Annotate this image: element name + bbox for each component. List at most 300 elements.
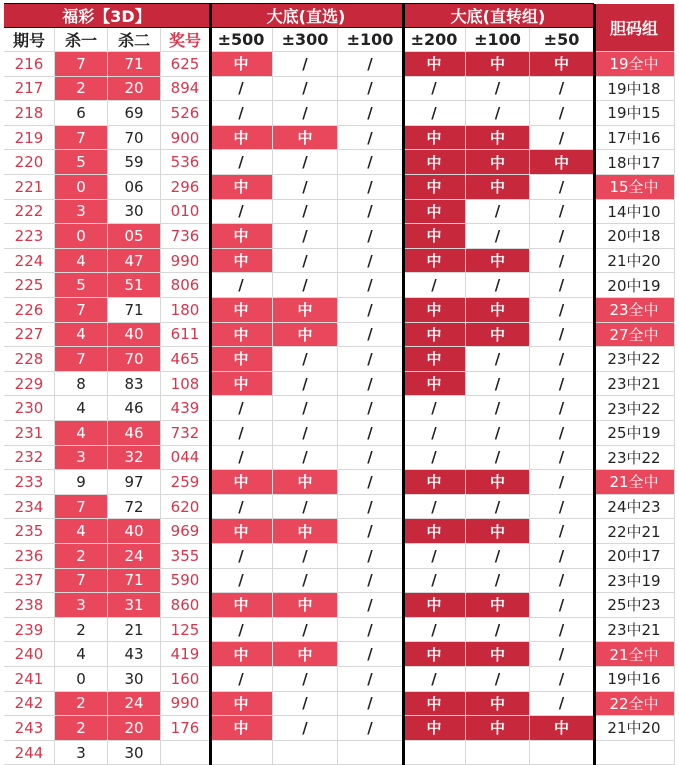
zhixuan-cell: / [210,667,273,692]
issue-cell: 216 [4,52,55,77]
zhixuan-cell: / [273,495,338,520]
sha1-cell: 4 [55,249,108,274]
zhixuan-cell: 中 [273,519,338,544]
zhixuan-cell: / [338,396,403,421]
sha2-cell: 72 [108,495,161,520]
zhixuan-cell: 中 [210,593,273,618]
zhixuan-cell: / [338,52,403,77]
zhixuan-cell: / [210,396,273,421]
danma-cell: 14中10 [594,200,675,225]
issue-cell: 227 [4,323,55,348]
zhixuan-cell: / [338,446,403,471]
sha2-cell: 70 [108,347,161,372]
danma-cell: 22全中 [594,692,675,717]
prize-cell: 044 [161,446,210,471]
zhixuan-cell: / [210,446,273,471]
prize-cell: 439 [161,396,210,421]
zhixuan-cell: / [338,642,403,667]
issue-cell: 220 [4,150,55,175]
sha1-cell: 7 [55,126,108,151]
sha1-cell: 5 [55,150,108,175]
zhuanzu-cell: / [530,544,594,569]
issue-cell: 240 [4,642,55,667]
sha2-cell: 30 [108,200,161,225]
header-rule [4,3,594,4]
sha1-cell: 2 [55,77,108,102]
column-header-d300: ±300 [273,28,338,52]
zhuanzu-cell: 中 [466,692,530,717]
sha1-cell: 7 [55,347,108,372]
sha2-cell: 24 [108,692,161,717]
zhixuan-cell: / [273,52,338,77]
zhixuan-cell: 中 [210,470,273,495]
sha1-cell: 6 [55,101,108,126]
zhuanzu-cell: / [466,200,530,225]
column-header-sha1: 杀一 [55,28,108,52]
zhixuan-cell: 中 [210,692,273,717]
zhixuan-cell: / [338,618,403,643]
sha1-cell: 3 [55,446,108,471]
column-header-issue: 期号 [4,28,55,52]
zhixuan-cell: / [338,298,403,323]
zhixuan-cell: 中 [210,249,273,274]
prize-cell: 419 [161,642,210,667]
zhuanzu-cell: / [466,667,530,692]
prize-cell: 732 [161,421,210,446]
zhixuan-cell: / [338,593,403,618]
zhuanzu-cell: 中 [403,519,466,544]
prize-cell: 526 [161,101,210,126]
sha1-cell: 9 [55,470,108,495]
issue-cell: 232 [4,446,55,471]
sha2-cell: 24 [108,544,161,569]
danma-cell: 23中22 [594,446,675,471]
zhixuan-cell: / [338,224,403,249]
sha1-cell: 5 [55,273,108,298]
zhuanzu-cell: / [530,175,594,200]
issue-cell: 238 [4,593,55,618]
prize-cell: 894 [161,77,210,102]
zhixuan-cell: / [273,446,338,471]
zhuanzu-cell: / [466,396,530,421]
prize-cell: 125 [161,618,210,643]
zhuanzu-cell: 中 [466,298,530,323]
zhixuan-cell: / [338,175,403,200]
zhuanzu-cell: 中 [530,150,594,175]
zhuanzu-cell: / [403,101,466,126]
danma-cell: 19全中 [594,52,675,77]
sha2-cell: 46 [108,396,161,421]
prize-cell: 259 [161,470,210,495]
zhuanzu-cell: 中 [466,716,530,741]
section-divider [402,4,405,765]
zhuanzu-cell: 中 [466,642,530,667]
zhuanzu-cell: / [530,323,594,348]
zhixuan-cell: 中 [273,593,338,618]
zhixuan-cell: / [273,175,338,200]
sha1-cell: 0 [55,224,108,249]
zhuanzu-cell: / [403,495,466,520]
zhixuan-cell: / [338,716,403,741]
sha1-cell: 7 [55,495,108,520]
sha2-cell: 71 [108,298,161,323]
zhuanzu-cell: / [530,200,594,225]
sha2-cell: 43 [108,642,161,667]
prize-cell: 900 [161,126,210,151]
column-header-g200: ±200 [403,28,466,52]
sha2-cell: 40 [108,323,161,348]
sha2-cell: 51 [108,273,161,298]
sha2-cell: 20 [108,77,161,102]
danma-cell: 19中16 [594,667,675,692]
header-rule [4,27,594,28]
issue-cell: 225 [4,273,55,298]
prize-cell: 590 [161,569,210,594]
zhuanzu-cell: 中 [466,519,530,544]
prize-cell: 160 [161,667,210,692]
zhixuan-cell: / [338,77,403,102]
zhixuan-cell: / [210,618,273,643]
zhuanzu-cell: / [466,569,530,594]
zhixuan-cell: 中 [210,298,273,323]
issue-cell: 229 [4,372,55,397]
zhuanzu-cell: / [466,495,530,520]
zhixuan-cell: / [338,495,403,520]
zhixuan-cell: / [338,347,403,372]
zhixuan-cell: / [273,716,338,741]
sha1-cell: 7 [55,52,108,77]
danma-cell: 24中23 [594,495,675,520]
zhuanzu-cell: / [403,273,466,298]
zhuanzu-cell: / [530,642,594,667]
prize-cell: 969 [161,519,210,544]
sha2-cell: 70 [108,126,161,151]
sha1-cell: 4 [55,323,108,348]
zhixuan-cell: / [338,200,403,225]
issue-cell: 231 [4,421,55,446]
issue-cell: 230 [4,396,55,421]
zhixuan-cell: 中 [273,642,338,667]
zhuanzu-cell: / [530,298,594,323]
danma-cell: 23全中 [594,298,675,323]
zhixuan-cell: / [338,249,403,274]
prize-cell: 990 [161,692,210,717]
zhuanzu-cell: / [466,618,530,643]
danma-cell: 19中15 [594,101,675,126]
zhixuan-cell: / [338,692,403,717]
danma-cell: 18中17 [594,150,675,175]
zhuanzu-cell: 中 [466,126,530,151]
sha1-cell: 3 [55,593,108,618]
issue-cell: 221 [4,175,55,200]
danma-cell: 25中19 [594,421,675,446]
zhuanzu-cell: / [403,396,466,421]
issue-cell: 223 [4,224,55,249]
prize-cell: 180 [161,298,210,323]
sha1-cell: 0 [55,175,108,200]
issue-cell: 243 [4,716,55,741]
issue-cell: 235 [4,519,55,544]
prize-cell: 296 [161,175,210,200]
sha2-cell: 31 [108,593,161,618]
zhuanzu-cell: 中 [466,470,530,495]
zhixuan-cell: 中 [273,470,338,495]
zhuanzu-cell: 中 [466,52,530,77]
zhixuan-cell: / [273,150,338,175]
zhuanzu-cell: / [466,544,530,569]
zhuanzu-cell: / [530,224,594,249]
zhuanzu-cell: 中 [403,372,466,397]
sha2-cell: 40 [108,519,161,544]
sha1-cell: 4 [55,396,108,421]
sha1-cell: 4 [55,519,108,544]
zhixuan-cell: 中 [210,175,273,200]
zhixuan-cell: / [273,421,338,446]
prize-cell: 355 [161,544,210,569]
zhixuan-cell: / [210,569,273,594]
group-header-zhuanzu: 大底(直转组) [403,4,594,28]
zhixuan-cell: / [273,77,338,102]
danma-cell: 23中22 [594,396,675,421]
zhixuan-cell: / [273,569,338,594]
zhuanzu-cell: 中 [530,716,594,741]
issue-cell: 237 [4,569,55,594]
prize-cell: 465 [161,347,210,372]
sha2-cell: 69 [108,101,161,126]
sha2-cell: 46 [108,421,161,446]
zhuanzu-cell: / [466,372,530,397]
zhuanzu-cell: / [466,446,530,471]
danma-cell: 21全中 [594,642,675,667]
zhuanzu-cell: / [466,273,530,298]
zhuanzu-cell: / [530,692,594,717]
sha2-cell: 21 [108,618,161,643]
zhixuan-cell: / [338,150,403,175]
zhixuan-cell: / [273,249,338,274]
zhixuan-cell: / [338,544,403,569]
issue-cell: 241 [4,667,55,692]
danma-cell: 25中23 [594,593,675,618]
zhuanzu-cell: / [530,618,594,643]
zhixuan-cell: / [210,273,273,298]
danma-cell: 23中19 [594,569,675,594]
group-header-zhixuan: 大底(直选) [210,4,403,28]
sha2-cell: 47 [108,249,161,274]
zhuanzu-cell: 中 [403,298,466,323]
sha2-cell: 83 [108,372,161,397]
prize-cell: 736 [161,224,210,249]
danma-cell: 23中22 [594,347,675,372]
group-header-danma: 胆码组 [594,4,675,52]
zhixuan-cell: / [338,421,403,446]
zhixuan-cell: / [338,273,403,298]
zhuanzu-cell: / [466,224,530,249]
zhuanzu-cell: / [530,77,594,102]
sha1-cell: 2 [55,692,108,717]
zhixuan-cell: / [210,495,273,520]
zhuanzu-cell: / [530,126,594,151]
zhixuan-cell: / [338,323,403,348]
zhuanzu-cell: 中 [530,52,594,77]
zhixuan-cell: / [273,273,338,298]
zhuanzu-cell: 中 [403,249,466,274]
zhuanzu-cell: 中 [403,470,466,495]
zhuanzu-cell: / [530,569,594,594]
column-header-sha2: 杀二 [108,28,161,52]
zhuanzu-cell: 中 [403,642,466,667]
zhuanzu-cell: / [466,421,530,446]
danma-cell: 17中16 [594,126,675,151]
column-header-g50: ±50 [530,28,594,52]
danma-cell: 23中21 [594,372,675,397]
zhuanzu-cell: 中 [466,249,530,274]
danma-cell: 15全中 [594,175,675,200]
danma-cell: 19中18 [594,77,675,102]
zhixuan-cell: 中 [210,716,273,741]
zhixuan-cell: / [273,200,338,225]
zhixuan-cell: / [210,421,273,446]
zhixuan-cell: / [338,372,403,397]
zhuanzu-cell: / [403,667,466,692]
prize-cell: 176 [161,716,210,741]
zhuanzu-cell: 中 [403,126,466,151]
zhuanzu-cell: / [466,347,530,372]
column-header-d100: ±100 [338,28,403,52]
zhuanzu-cell: / [403,446,466,471]
sha2-cell: 32 [108,446,161,471]
danma-cell: 23中21 [594,618,675,643]
danma-cell: 21中20 [594,716,675,741]
sha2-cell: 30 [108,667,161,692]
danma-cell: 22中21 [594,519,675,544]
prize-cell: 860 [161,593,210,618]
zhixuan-cell: 中 [210,52,273,77]
sha2-cell: 71 [108,569,161,594]
zhuanzu-cell: / [530,372,594,397]
prize-cell: 990 [161,249,210,274]
zhuanzu-cell: 中 [403,175,466,200]
sha1-cell: 2 [55,716,108,741]
zhixuan-cell: 中 [210,519,273,544]
zhixuan-cell: / [273,101,338,126]
section-divider [209,4,212,765]
zhixuan-cell: / [338,126,403,151]
zhixuan-cell: / [273,618,338,643]
zhixuan-cell: / [338,569,403,594]
issue-cell: 226 [4,298,55,323]
sha2-cell: 20 [108,716,161,741]
zhuanzu-cell: / [530,347,594,372]
zhixuan-cell: / [273,224,338,249]
zhixuan-cell: / [273,372,338,397]
zhuanzu-cell: 中 [403,224,466,249]
issue-cell: 233 [4,470,55,495]
danma-cell: 21中20 [594,249,675,274]
issue-cell: 242 [4,692,55,717]
zhixuan-cell: 中 [210,372,273,397]
zhixuan-cell: 中 [273,323,338,348]
danma-cell: 21全中 [594,470,675,495]
issue-cell: 234 [4,495,55,520]
sha2-cell: 30 [108,741,161,765]
sha2-cell: 59 [108,150,161,175]
zhuanzu-cell: / [530,593,594,618]
sha1-cell: 4 [55,421,108,446]
sha1-cell: 4 [55,642,108,667]
danma-cell: 20中17 [594,544,675,569]
zhixuan-cell: / [210,150,273,175]
zhixuan-cell: 中 [210,323,273,348]
zhuanzu-cell: 中 [403,716,466,741]
column-header-d500: ±500 [210,28,273,52]
zhuanzu-cell: / [403,77,466,102]
danma-cell: 20中18 [594,224,675,249]
zhuanzu-cell: / [530,273,594,298]
zhuanzu-cell: 中 [403,692,466,717]
zhuanzu-cell: / [530,470,594,495]
zhuanzu-cell: / [403,618,466,643]
zhuanzu-cell: 中 [466,593,530,618]
zhuanzu-cell: / [530,446,594,471]
prize-cell: 536 [161,150,210,175]
zhixuan-cell: 中 [210,642,273,667]
issue-cell: 228 [4,347,55,372]
zhixuan-cell: / [273,347,338,372]
prize-cell: 611 [161,323,210,348]
zhuanzu-cell: / [530,249,594,274]
zhuanzu-cell: 中 [403,150,466,175]
zhixuan-cell: / [273,667,338,692]
zhuanzu-cell: / [403,544,466,569]
zhuanzu-cell: 中 [466,175,530,200]
zhixuan-cell: / [273,396,338,421]
zhixuan-cell: / [338,470,403,495]
issue-cell: 219 [4,126,55,151]
zhuanzu-cell: 中 [403,347,466,372]
zhuanzu-cell: 中 [466,150,530,175]
zhixuan-cell: 中 [210,126,273,151]
zhuanzu-cell: / [530,101,594,126]
zhixuan-cell: 中 [210,224,273,249]
sha1-cell: 2 [55,544,108,569]
issue-cell: 217 [4,77,55,102]
zhuanzu-cell: / [466,101,530,126]
issue-cell: 224 [4,249,55,274]
zhixuan-cell: / [210,200,273,225]
zhixuan-cell: / [210,77,273,102]
zhuanzu-cell: / [403,421,466,446]
prize-cell: 625 [161,52,210,77]
issue-cell: 222 [4,200,55,225]
zhuanzu-cell: / [530,421,594,446]
sha1-cell: 7 [55,569,108,594]
sha2-cell: 97 [108,470,161,495]
zhuanzu-cell: 中 [403,593,466,618]
zhixuan-cell: / [210,101,273,126]
zhuanzu-cell: 中 [466,323,530,348]
issue-cell: 236 [4,544,55,569]
group-header-fucai: 福彩【3D】 [4,4,210,28]
zhuanzu-cell: / [530,519,594,544]
prize-cell: 806 [161,273,210,298]
zhuanzu-cell: / [530,396,594,421]
sha1-cell: 7 [55,298,108,323]
zhixuan-cell: / [338,667,403,692]
prize-cell: 620 [161,495,210,520]
column-header-prize: 奖号 [161,28,210,52]
sha1-cell: 8 [55,372,108,397]
zhixuan-cell: / [210,544,273,569]
